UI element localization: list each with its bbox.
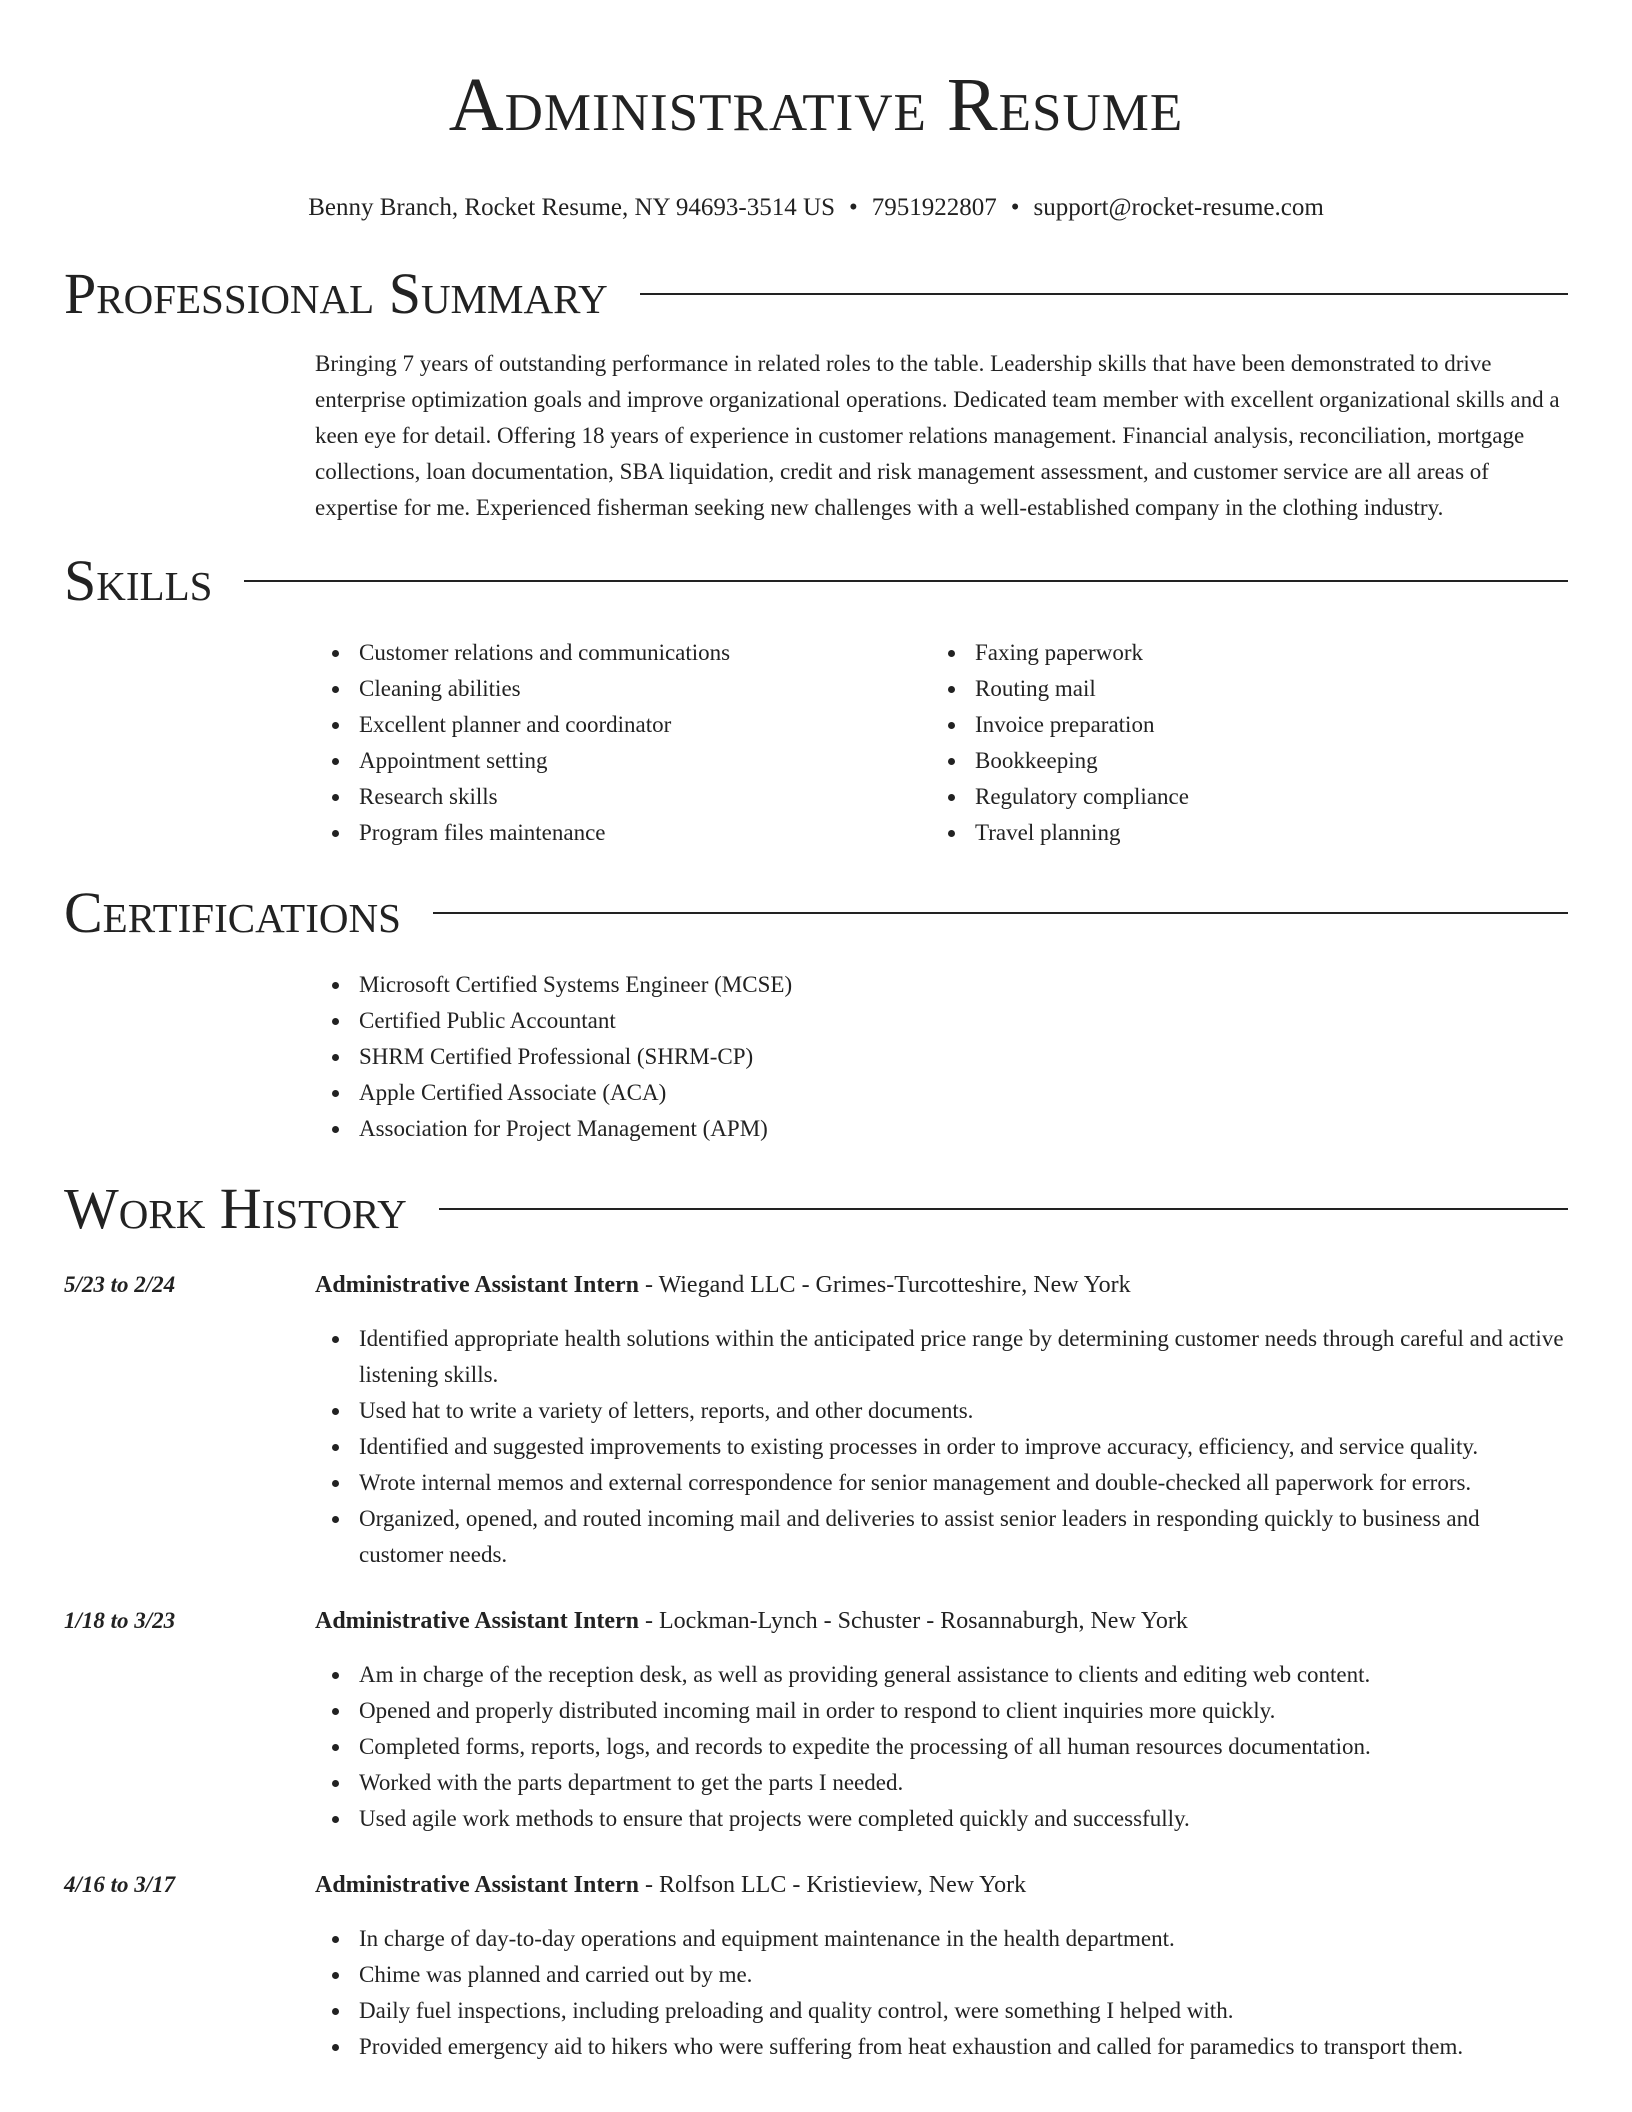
job-entry	[64, 1867, 1568, 2065]
job-heading	[315, 1267, 1568, 1303]
skills-section	[64, 549, 1568, 851]
job-bullets	[315, 1321, 1568, 1573]
skill-item: Bookkeeping	[931, 743, 1547, 779]
certifications-list	[315, 967, 1568, 1147]
job-bullet: Organized, opened, and routed incoming mail and deliveries to assist senior leaders in responding quickly to business and customer needs.	[315, 1501, 1568, 1573]
section-heading-skills: Skills	[64, 548, 213, 613]
job-details	[315, 1267, 1568, 1573]
section-header	[64, 262, 1568, 326]
job-bullet: Identified and suggested improvements to existing processes in order to improve accuracy, efficiency, and service quality.	[315, 1429, 1568, 1465]
certification-item: SHRM Certified Professional (SHRM-CP)	[315, 1039, 1568, 1075]
job-title: Administrative Assistant Intern	[315, 1872, 640, 1898]
certifications-section	[64, 881, 1568, 1147]
contact-address: Benny Branch, Rocket Resume, NY 94693-3514 US	[308, 194, 835, 221]
job-bullet: Opened and properly distributed incoming mail in order to respond to client inquiries more quickly.	[315, 1693, 1568, 1729]
job-title: Administrative Assistant Intern	[315, 1608, 640, 1634]
job-bullet: Provided emergency aid to hikers who were suffering from heat exhaustion and called for paramedics to transport them.	[315, 2029, 1568, 2065]
section-divider	[439, 1208, 1568, 1210]
work-history-section	[64, 1177, 1568, 2065]
skill-item: Routing mail	[931, 671, 1547, 707]
job-bullet: Used agile work methods to ensure that projects were completed quickly and successfully.	[315, 1801, 1568, 1837]
job-bullet: Completed forms, reports, logs, and records to expedite the processing of all human resources documentation.	[315, 1729, 1568, 1765]
skill-item: Excellent planner and coordinator	[315, 707, 931, 743]
job-bullet: Used hat to write a variety of letters, reports, and other documents.	[315, 1393, 1568, 1429]
job-bullet: In charge of day-to-day operations and equipment maintenance in the health department.	[315, 1921, 1568, 1957]
skill-item: Regulatory compliance	[931, 779, 1547, 815]
job-bullet: Wrote internal memos and external correspondence for senior management and double-checked all paperwork for errors.	[315, 1465, 1568, 1501]
job-company: - Rolfson LLC - Kristieview, New York	[639, 1872, 1027, 1898]
section-heading-work-history: Work History	[64, 1176, 407, 1241]
certification-item: Association for Project Management (APM)	[315, 1111, 1568, 1147]
job-bullets	[315, 1921, 1568, 2065]
job-dates: 5/23 to 2/24	[64, 1272, 176, 1297]
contact-separator: •	[1010, 194, 1020, 221]
section-heading-summary: Professional Summary	[64, 261, 608, 326]
section-header	[64, 549, 1568, 613]
contact-separator: •	[848, 194, 858, 221]
skills-list-right	[931, 635, 1547, 851]
certification-item: Microsoft Certified Systems Engineer (MCSE)	[315, 967, 1568, 1003]
job-bullet: Identified appropriate health solutions within the anticipated price range by determining customer needs through careful and active listening skills.	[315, 1321, 1568, 1393]
job-heading	[315, 1867, 1568, 1903]
job-heading	[315, 1603, 1568, 1639]
job-bullet: Worked with the parts department to get the parts I needed.	[315, 1765, 1568, 1801]
job-title: Administrative Assistant Intern	[315, 1272, 640, 1298]
skill-item: Travel planning	[931, 815, 1547, 851]
skill-item: Research skills	[315, 779, 931, 815]
contact-phone: 7951922807	[871, 194, 997, 221]
job-entry	[64, 1603, 1568, 1837]
contact-email: support@rocket-resume.com	[1033, 194, 1324, 221]
section-divider	[433, 912, 1568, 914]
section-heading-certifications: Certifications	[64, 880, 401, 945]
job-details	[315, 1603, 1568, 1837]
job-company: - Wiegand LLC - Grimes-Turcotteshire, New York	[639, 1272, 1131, 1298]
skill-item: Faxing paperwork	[931, 635, 1547, 671]
skill-item: Invoice preparation	[931, 707, 1547, 743]
certification-item: Certified Public Accountant	[315, 1003, 1568, 1039]
resume-title: Administrative Resume	[448, 63, 1184, 147]
skill-item: Cleaning abilities	[315, 671, 931, 707]
skills-list-left	[315, 635, 931, 851]
section-header	[64, 881, 1568, 945]
skill-item: Program files maintenance	[315, 815, 931, 851]
summary-text: Bringing 7 years of outstanding performance in related roles to the table. Leadership skills that have been demonstrated to drive enterprise optimization goals and improve organizational operations. Dedicated team member with excellent organizational skills and a keen eye for detail. Offering 18 years of experience in customer relations management. Financial analysis, reconciliation, mortgage collections, loan documentation, SBA liquidation, credit and risk management assessment, and customer service are all areas of expertise for me. Experienced fisherman seeking new challenges with a well-established company in the clothing industry.	[315, 351, 1560, 520]
job-dates: 1/18 to 3/23	[64, 1608, 176, 1633]
job-dates: 4/16 to 3/17	[64, 1872, 176, 1897]
summary-section	[64, 262, 1568, 526]
section-divider	[244, 580, 1568, 582]
skills-columns	[315, 635, 1568, 851]
job-bullet: Am in charge of the reception desk, as well as providing general assistance to clients and editing web content.	[315, 1657, 1568, 1693]
job-bullet: Chime was planned and carried out by me.	[315, 1957, 1568, 1993]
skill-item: Appointment setting	[315, 743, 931, 779]
job-entry	[64, 1267, 1568, 1573]
skill-item: Customer relations and communications	[315, 635, 931, 671]
certification-item: Apple Certified Associate (ACA)	[315, 1075, 1568, 1111]
job-bullets	[315, 1657, 1568, 1837]
job-details	[315, 1867, 1568, 2065]
section-divider	[640, 293, 1568, 295]
contact-line	[64, 192, 1568, 224]
job-bullet: Daily fuel inspections, including preloading and quality control, were something I helped with.	[315, 1993, 1568, 2029]
section-header	[64, 1177, 1568, 1241]
job-company: - Lockman-Lynch - Schuster - Rosannaburgh, New York	[639, 1608, 1188, 1634]
